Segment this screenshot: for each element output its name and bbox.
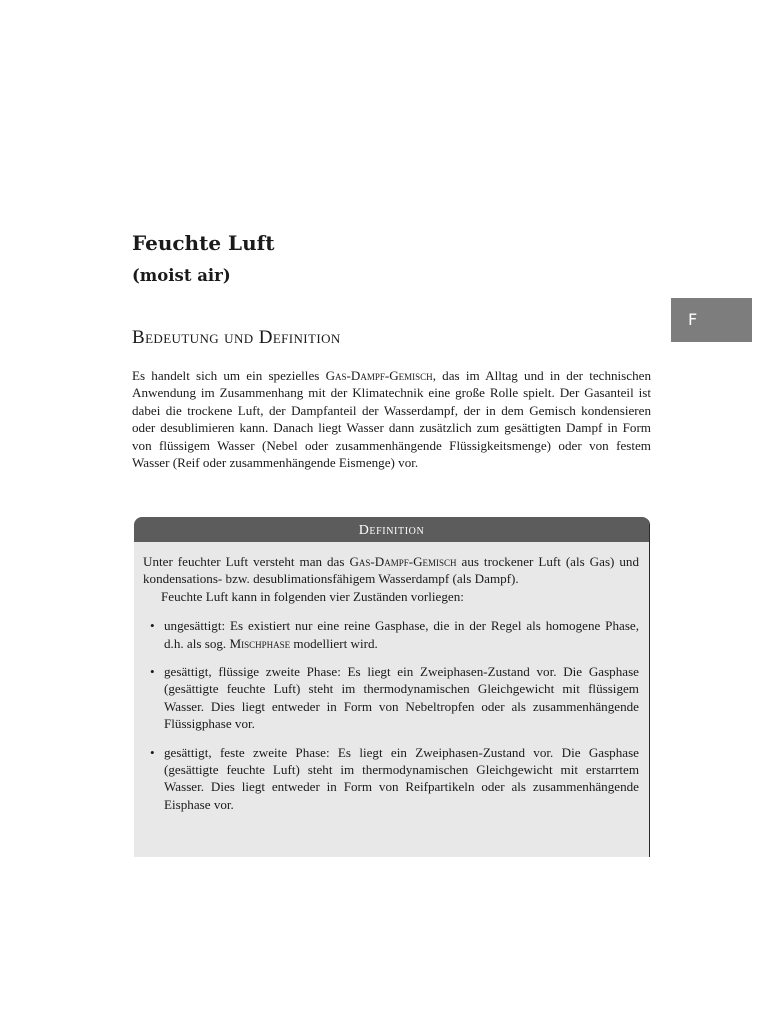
definition-term-gas-dampf-gemisch: Gas-Dampf-Gemisch xyxy=(349,554,457,569)
list-item xyxy=(143,617,639,652)
intro-paragraph xyxy=(132,367,651,471)
list-item-text: gesättigt, flüssige zweite Phase: Es liegt ein Zweiphasen-Zustand vor. Die Gasphase (gesättigte feuchte Luft) steht im thermodynamischen Gleichgewicht mit flüssigem Wasser. Dies liegt entweder in Form von Nebeltropfen oder als zusammenhängende Flüssigphase vor. xyxy=(164,664,639,732)
intro-term-gas-dampf-gemisch: Gas-Dampf-Gemisch xyxy=(325,368,433,383)
list-item-text-after: modelliert wird. xyxy=(290,635,378,651)
definition-states-list xyxy=(143,617,639,813)
bullet-icon: • xyxy=(150,744,155,760)
list-item-term-mischphase: Mischphase xyxy=(229,635,291,651)
page-subtitle: (moist air) xyxy=(132,266,231,285)
list-item-text-before: ungesättigt: Es existiert nur eine reine Gasphase, die in der Regel als homogene Phase, d.h. als sog. xyxy=(164,618,639,651)
thumb-index-letter: F xyxy=(688,310,698,329)
intro-text-after: , das im Alltag und in der technischen Anwendung im Zusammenhang mit der Klimatechnik eine große Rolle spielt. Der Gasanteil ist dabei die trockene Luft, der Dampfanteil der Wasserdampf, der in dem Gemisch kondensieren oder desublimieren kann. Danach liegt Wasser dann zusätzlich zum gesättigten Dampf in Form von flüssigem Wasser (Nebel oder zusammenhängende Flüssigkeitsmenge) oder von festem Wasser (Reif oder zusammenhängende Eismenge) vor. xyxy=(132,368,651,471)
definition-paragraph-2: Feuchte Luft kann in folgenden vier Zuständen vorliegen: xyxy=(161,588,464,604)
bullet-icon: • xyxy=(150,664,155,680)
page-title: Feuchte Luft xyxy=(132,231,275,255)
definition-p1-before: Unter feuchter Luft versteht man das xyxy=(143,554,350,569)
bullet-icon: • xyxy=(150,618,155,634)
definition-paragraph-1 xyxy=(143,553,639,588)
definition-body xyxy=(134,542,649,813)
section-heading: Bedeutung und Definition xyxy=(132,327,341,348)
definition-p1-after: aus trockener Luft (als Gas) und kondensations- bzw. desublimationsfähigem Wasserdampf (als Dampf). xyxy=(143,554,639,587)
definition-header: Definition xyxy=(134,517,649,542)
definition-box xyxy=(134,517,650,857)
list-item-text: gesättigt, feste zweite Phase: Es liegt ein Zweiphasen-Zustand vor. Die Gasphase (gesättigte feuchte Luft) steht im thermodynamischen Gleichgewicht mit erstarrtem Wasser. Dies liegt entweder in Form von Reifpartikeln oder als zusammenhängende Eisphase vor. xyxy=(164,744,639,812)
intro-text-before: Es handelt sich um ein spezielles xyxy=(132,368,326,383)
list-item xyxy=(143,663,639,733)
thumb-index-tab xyxy=(671,298,752,342)
list-item xyxy=(143,744,639,814)
